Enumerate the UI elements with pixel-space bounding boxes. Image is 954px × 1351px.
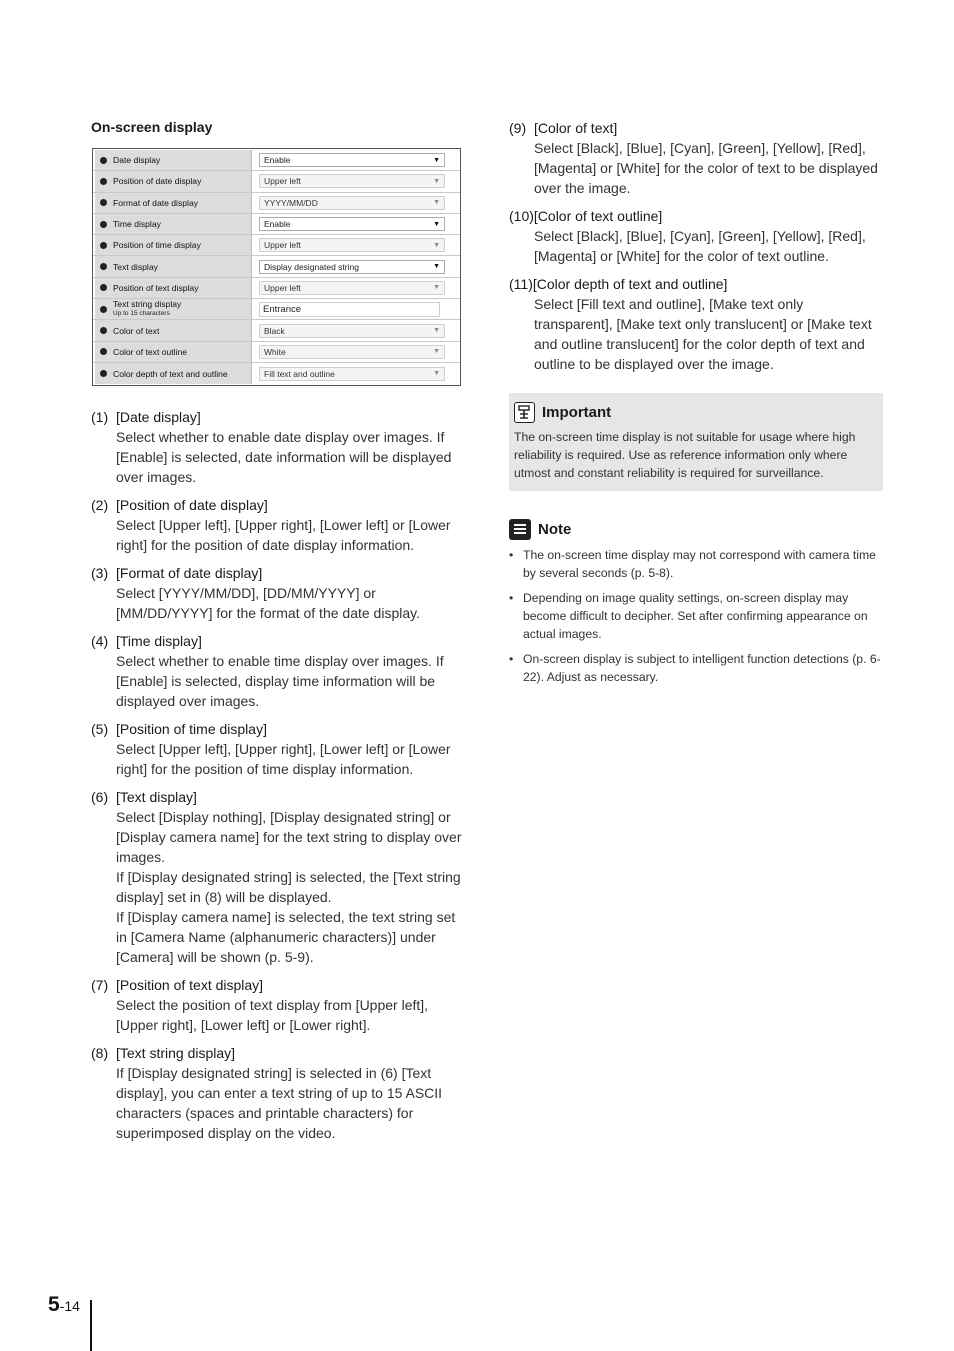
description-title: [Color of text] <box>534 120 618 136</box>
chevron-down-icon: ▼ <box>433 284 440 292</box>
settings-table <box>92 148 461 386</box>
description-item <box>509 118 883 198</box>
select-value: Black <box>264 325 285 336</box>
info-icon <box>100 178 107 185</box>
info-icon <box>100 263 107 270</box>
chevron-down-icon: ▼ <box>433 156 440 164</box>
description-heading <box>91 719 466 739</box>
select-value: Display designated string <box>264 261 359 272</box>
description-title: [Text display] <box>116 789 197 806</box>
settings-row <box>93 320 460 341</box>
description-body: Select [YYYY/MM/DD], [DD/MM/YYYY] or [MM/DD/YYYY] for the format of the date display. <box>116 585 420 622</box>
description-body: If [Display designated string] is selected, the [Text string display] set in (8) will be displayed. <box>116 869 461 906</box>
settings-row <box>93 214 460 235</box>
settings-select[interactable] <box>259 238 445 252</box>
description-item <box>91 719 466 779</box>
description-heading <box>509 206 883 226</box>
description-item <box>509 206 883 266</box>
select-value: Enable <box>264 155 291 166</box>
description-heading <box>509 118 883 138</box>
settings-value-cell <box>252 278 460 298</box>
description-heading <box>91 631 466 651</box>
settings-value-cell <box>252 193 460 213</box>
settings-label-cell <box>95 150 252 170</box>
description-number: (2) <box>91 497 109 514</box>
page-number <box>48 1293 80 1317</box>
chevron-down-icon: ▼ <box>433 370 440 378</box>
settings-label-cell <box>95 235 252 255</box>
description-title: [Color of text outline] <box>533 208 663 224</box>
settings-label-cell <box>95 320 252 340</box>
select-value: Upper left <box>264 282 301 293</box>
description-title: [Text string display] <box>116 1045 236 1062</box>
description-body: Select whether to enable time display over images. If [Enable] is selected, display time information will be displayed over images. <box>116 653 444 710</box>
settings-label: Text string display <box>113 299 182 310</box>
note-icon <box>509 519 531 540</box>
description-title: [Format of date display] <box>116 565 263 582</box>
settings-label: Color of text outline <box>113 346 188 357</box>
settings-select[interactable] <box>259 153 445 167</box>
description-body: Select [Upper left], [Upper right], [Lower left] or [Lower right] for the position of time display information. <box>116 741 451 778</box>
settings-select[interactable] <box>259 260 445 274</box>
description-title: [Position of text display] <box>116 977 264 994</box>
settings-label: Position of date display <box>113 176 202 187</box>
settings-value-cell <box>252 214 460 234</box>
right-description-list <box>509 118 883 374</box>
description-body: Select whether to enable date display over images. If [Enable] is selected, date information will be displayed over images. <box>116 429 452 486</box>
description-heading <box>509 274 883 294</box>
settings-label: Text display <box>113 261 158 272</box>
settings-row <box>93 235 460 256</box>
description-heading <box>91 787 466 807</box>
description-item <box>91 563 466 623</box>
select-value: Upper left <box>264 240 301 251</box>
info-icon <box>100 348 107 355</box>
settings-row <box>93 299 460 320</box>
settings-row <box>93 150 460 171</box>
settings-value-cell <box>252 150 460 170</box>
description-number: (7) <box>91 977 109 994</box>
settings-label: Position of time display <box>113 240 201 251</box>
note-item: • Depending on image quality settings, on-screen display may become difficult to decipher. Set after confirming appearance on actual images. <box>509 589 883 643</box>
left-column <box>91 118 466 1151</box>
settings-row <box>93 256 460 277</box>
note-item: • On-screen display is subject to intelligent function detections (p. 6-22). Adjust as necessary. <box>509 650 883 686</box>
settings-label: Date display <box>113 155 161 166</box>
text-string-input[interactable] <box>259 302 440 317</box>
settings-label-cell <box>95 256 252 276</box>
chevron-down-icon: ▼ <box>433 177 440 185</box>
select-value: Upper left <box>264 176 301 187</box>
settings-value-cell <box>252 342 460 362</box>
description-body: Select [Black], [Blue], [Cyan], [Green], [Yellow], [Red], [Magenta] or [White] for the color of text to be displayed over the image. <box>534 140 878 196</box>
section-title: On-screen display <box>91 119 213 135</box>
page-rule <box>90 1300 92 1351</box>
settings-label-stack <box>113 300 181 318</box>
chevron-down-icon: ▼ <box>433 220 440 228</box>
description-number: (11) <box>509 276 533 292</box>
settings-select[interactable] <box>259 174 445 188</box>
settings-label-cell <box>95 278 252 298</box>
info-icon <box>100 242 107 249</box>
select-value: YYYY/MM/DD <box>264 197 318 208</box>
description-number: (6) <box>91 789 109 806</box>
description-number: (1) <box>91 409 109 426</box>
description-body: Select the position of text display from [Upper left], [Upper right], [Lower left] or [Lower right]. <box>116 997 429 1034</box>
chevron-down-icon: ▼ <box>433 199 440 207</box>
settings-label: Color of text <box>113 325 160 336</box>
description-item <box>91 495 466 555</box>
text-string-value: Entrance <box>263 303 302 315</box>
settings-value-cell <box>252 299 460 319</box>
settings-row <box>93 278 460 299</box>
settings-row <box>93 193 460 214</box>
settings-select[interactable] <box>259 345 445 359</box>
settings-label-cell <box>95 214 252 234</box>
chevron-down-icon: ▼ <box>433 263 440 271</box>
settings-label-cell <box>95 193 252 213</box>
settings-label-cell <box>95 171 252 191</box>
select-value: Enable <box>264 219 291 230</box>
description-number: (8) <box>91 1045 109 1062</box>
description-number: (3) <box>91 565 109 582</box>
description-item <box>509 274 883 374</box>
description-item <box>91 1043 466 1143</box>
settings-label: Format of date display <box>113 197 199 208</box>
chevron-down-icon: ▼ <box>433 327 440 335</box>
page-subnumber: -14 <box>59 1298 80 1314</box>
settings-sublabel: Up to 15 characters <box>113 310 170 318</box>
description-body: Select [Display nothing], [Display designated string] or [Display camera name] for the text string to display over images. <box>116 809 462 866</box>
description-title: [Position of time display] <box>116 721 267 738</box>
important-title <box>514 402 877 423</box>
description-heading <box>91 407 466 427</box>
info-icon <box>100 199 107 206</box>
info-icon <box>100 370 107 377</box>
settings-row <box>93 342 460 363</box>
description-item <box>91 787 466 967</box>
description-heading <box>91 975 466 995</box>
settings-value-cell <box>252 235 460 255</box>
description-number: (10) <box>509 208 534 224</box>
description-heading <box>91 563 466 583</box>
settings-select[interactable] <box>259 196 445 210</box>
settings-label: Color depth of text and outline <box>113 368 228 379</box>
settings-select[interactable] <box>259 281 445 295</box>
info-icon <box>100 284 107 291</box>
settings-value-cell <box>252 363 460 384</box>
description-item <box>91 407 466 487</box>
important-text: The on-screen time display is not suitable for usage where high reliability is required. Use as reference information only where utmost and constant reliability is required for surveillance. <box>514 430 856 480</box>
description-title: [Time display] <box>116 633 202 650</box>
description-body: If [Display designated string] is selected in (6) [Text display], you can enter a text string of up to 15 ASCII characters (spaces and printable characters) for superimposed display on the video. <box>116 1065 443 1142</box>
settings-row <box>93 171 460 192</box>
description-body: If [Display camera name] is selected, the text string set in [Camera Name (alphanumeric characters)] under [Camera] will be shown (p. 5-9). <box>116 909 456 966</box>
settings-label-cell <box>95 299 252 319</box>
settings-select[interactable] <box>259 367 445 381</box>
settings-value-cell <box>252 171 460 191</box>
settings-label: Position of text display <box>113 282 199 293</box>
settings-select[interactable] <box>259 324 445 338</box>
note-item: • The on-screen time display may not correspond with camera time by several seconds (p. 5-8). <box>509 546 883 582</box>
description-body: Select [Black], [Blue], [Cyan], [Green], [Yellow], [Red], [Magenta] or [White] for the color of text outline. <box>534 228 866 264</box>
note-title <box>509 519 883 540</box>
description-heading <box>91 1043 466 1063</box>
note-title-text: Note <box>538 521 572 538</box>
description-heading <box>91 495 466 515</box>
left-description-list <box>91 407 466 1143</box>
description-item <box>91 975 466 1035</box>
settings-select[interactable] <box>259 217 445 231</box>
settings-label-cell <box>95 342 252 362</box>
important-title-text: Important <box>542 404 612 421</box>
info-icon <box>100 157 107 164</box>
description-number: (4) <box>91 633 109 650</box>
description-number: (5) <box>91 721 109 738</box>
select-value: White <box>264 346 286 357</box>
settings-label: Time display <box>113 219 161 230</box>
settings-value-cell <box>252 256 460 276</box>
description-body: Select [Fill text and outline], [Make text only transparent], [Make text only translucent] or [Make text and outline translucent] for the color depth of text and outline to be displayed over the image. <box>534 296 872 372</box>
important-icon <box>514 402 535 423</box>
settings-value-cell <box>252 320 460 340</box>
right-column <box>509 118 883 693</box>
settings-row <box>93 363 460 384</box>
settings-label-cell <box>95 363 252 384</box>
select-value: Fill text and outline <box>264 368 335 379</box>
description-number: (9) <box>509 120 527 136</box>
description-item <box>91 631 466 711</box>
description-title: [Date display] <box>116 409 201 426</box>
chevron-down-icon: ▼ <box>433 241 440 249</box>
info-icon <box>100 221 107 228</box>
description-title: [Color depth of text and outline] <box>532 276 728 292</box>
chevron-down-icon: ▼ <box>433 348 440 356</box>
important-box <box>509 393 883 491</box>
page-chapter: 5 <box>48 1293 60 1316</box>
note-list <box>509 546 883 686</box>
note-block <box>509 519 883 686</box>
description-body: Select [Upper left], [Upper right], [Lower left] or [Lower right] for the position of date display information. <box>116 517 451 554</box>
info-icon <box>100 327 107 334</box>
description-title: [Position of date display] <box>116 497 268 514</box>
info-icon <box>100 306 107 313</box>
